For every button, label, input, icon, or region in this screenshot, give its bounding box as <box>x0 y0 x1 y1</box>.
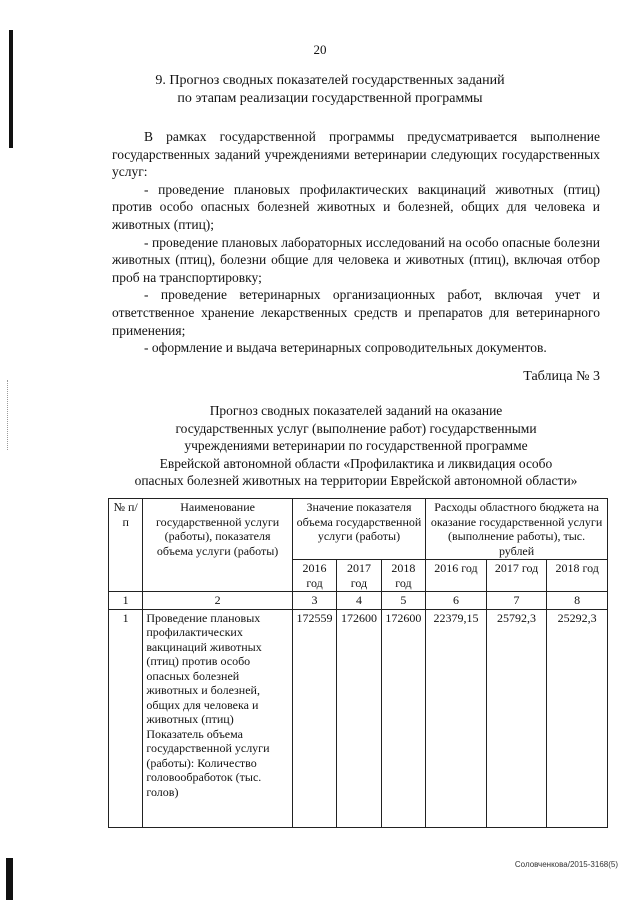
column-number: 1 <box>109 592 143 610</box>
margin-scan-mark-bottom <box>6 858 13 900</box>
table-title-line: государственных услуг (выполнение работ) государственными <box>175 420 537 436</box>
paragraph: В рамках государственной программы предусматривается выполнение государственных заданий учреждениями ветеринарии следующих государственных услуг: <box>112 129 600 180</box>
section-heading-line: по этапам реализации государственной программы <box>177 91 483 106</box>
header-year: 2016 год <box>292 560 336 592</box>
table-title <box>112 402 600 490</box>
footer-document-code: Соловченкова/2015-3168(5) <box>514 860 618 869</box>
section-heading-line: 9. Прогноз сводных показателей государственных заданий <box>155 73 505 88</box>
table-title-line: опасных болезней животных на территории Еврейской автономной области» <box>134 473 578 489</box>
page-number: 20 <box>313 42 327 57</box>
header-year: 2018 год <box>381 560 425 592</box>
row-volume-2016: 172559 <box>292 609 336 827</box>
paragraph: - проведение плановых профилактических вакцинаций животных (птиц) против особо опасных болезней животных и болезней, общих для человека и животных (птиц); <box>112 181 600 232</box>
header-name: Наименование государственной услуги (работы), показателя объема услуги (работы) <box>143 499 292 592</box>
column-number: 7 <box>486 592 547 610</box>
column-number: 5 <box>381 592 425 610</box>
column-number: 3 <box>292 592 336 610</box>
column-number: 6 <box>426 592 487 610</box>
row-num: 1 <box>109 609 143 827</box>
row-volume-2017: 172600 <box>337 609 381 827</box>
paragraph: - оформление и выдача ветеринарных сопроводительных документов. <box>144 340 547 356</box>
margin-scan-dots <box>7 380 9 450</box>
paragraph: - проведение ветеринарных организационных работ, включая учет и ответственное хранение лекарственных средств и препаратов для ветеринарного применения; <box>112 287 600 338</box>
table-title-line: Еврейской автономной области «Профилактика и ликвидация особо <box>159 455 553 471</box>
header-expenses: Расходы областного бюджета на оказание государственной услуги (выполнение работы), тыс. рублей <box>426 499 608 560</box>
header-year: 2017 год <box>486 560 547 592</box>
row-expense-2016: 22379,15 <box>426 609 487 827</box>
row-name: Проведение плановых профилактических вакцинаций животных (птиц) против особо опасных болезней животных и болезней, общих для человека и животных (птиц) Показатель объема государственной услуги (работы): Количество головообработок (тыс. голов) <box>143 609 292 827</box>
paragraph: - проведение плановых лабораторных исследований на особо опасные болезни животных (птиц), болезни общие для человека и животных (птиц), включая отбор проб на транспортировку; <box>112 234 600 285</box>
table-title-line: Прогноз сводных показателей заданий на оказание <box>209 403 503 418</box>
row-volume-2018: 172600 <box>381 609 425 827</box>
header-num: № п/п <box>109 499 143 592</box>
row-expense-2017: 25792,3 <box>486 609 547 827</box>
section-heading <box>100 72 560 108</box>
column-number: 4 <box>337 592 381 610</box>
column-number: 2 <box>143 592 292 610</box>
header-volume: Значение показателя объема государственной услуги (работы) <box>292 499 425 560</box>
header-year: 2018 год <box>547 560 608 592</box>
table-label: Таблица № 3 <box>523 369 600 384</box>
column-number: 8 <box>547 592 608 610</box>
table-row <box>109 609 608 827</box>
forecast-table <box>108 498 608 828</box>
table-title-line: учреждениями ветеринарии по государственной программе <box>184 438 528 454</box>
header-year: 2017 год <box>337 560 381 592</box>
body-text <box>112 128 600 357</box>
header-year: 2016 год <box>426 560 487 592</box>
row-expense-2018: 25292,3 <box>547 609 608 827</box>
